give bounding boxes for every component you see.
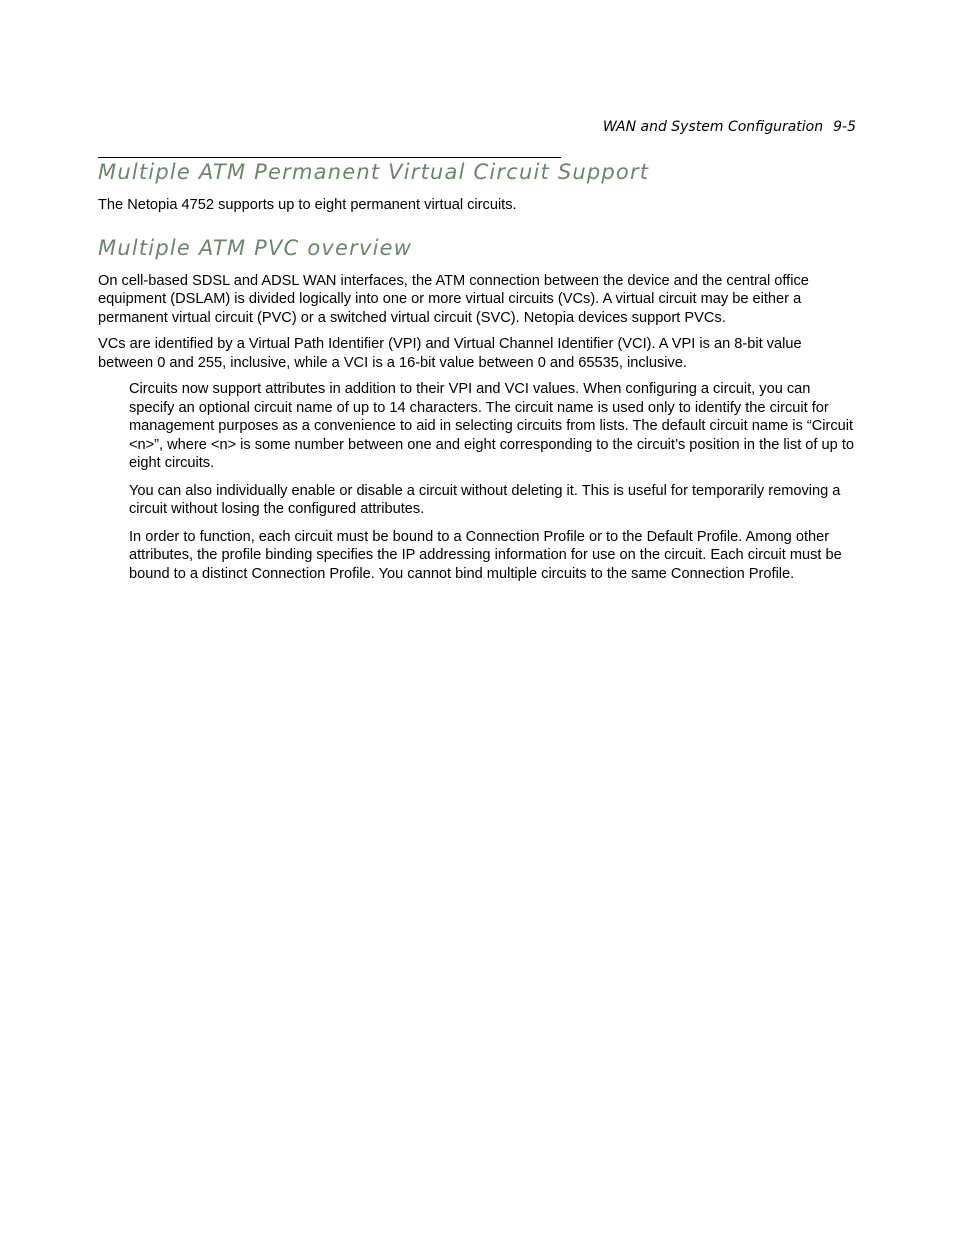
- indented-paragraph: Circuits now support attributes in addition to their VPI and VCI values. When configuring a circuit, you can specify an optional circuit name of up to 14 characters. The circuit name is used only to identify the circuit for management purposes as a convenience to aid in selecting circuits from lists. The default circuit name is “Circuit <n>”, where <n> is some number between one and eight corresponding to the circuit’s position in the list of up to eight circuits.: [129, 381, 854, 471]
- chapter-title: WAN and System Configuration: [602, 119, 824, 135]
- indented-block: [129, 380, 856, 583]
- running-header: [603, 119, 856, 135]
- overview-paragraph: VCs are identified by a Virtual Path Identifier (VPI) and Virtual Channel Identifier (VCI). A VPI is an 8-bit value between 0 and 255, inclusive, while a VCI is a 16-bit value between 0 and 65535, inclusive.: [98, 336, 802, 371]
- overview-paragraph: On cell-based SDSL and ADSL WAN interfaces, the ATM connection between the device and the central office equipment (DSLAM) is divided logically into one or more virtual circuits (VCs). A virtual circuit may be either a permanent virtual circuit (PVC) or a switched virtual circuit (SVC). Netopia devices support PVCs.: [98, 272, 809, 326]
- page-number: 9-5: [833, 119, 856, 135]
- section-rule: [98, 157, 561, 158]
- section-title: Multiple ATM Permanent Virtual Circuit Support: [98, 160, 650, 184]
- overview-title: Multiple ATM PVC overview: [98, 235, 413, 260]
- indented-paragraph: You can also individually enable or disable a circuit without deleting it. This is useful for temporarily removing a circuit without losing the configured attributes.: [129, 482, 841, 517]
- indented-paragraph: In order to function, each circuit must be bound to a Connection Profile or to the Default Profile. Among other attributes, the profile binding specifies the IP addressing information for use on the circuit. Each circuit must be bound to a distinct Connection Profile. You cannot bind multiple circuits to the same Connection Profile.: [129, 528, 842, 582]
- section-intro: The Netopia 4752 supports up to eight permanent virtual circuits.: [98, 197, 517, 213]
- page-content: [98, 160, 856, 583]
